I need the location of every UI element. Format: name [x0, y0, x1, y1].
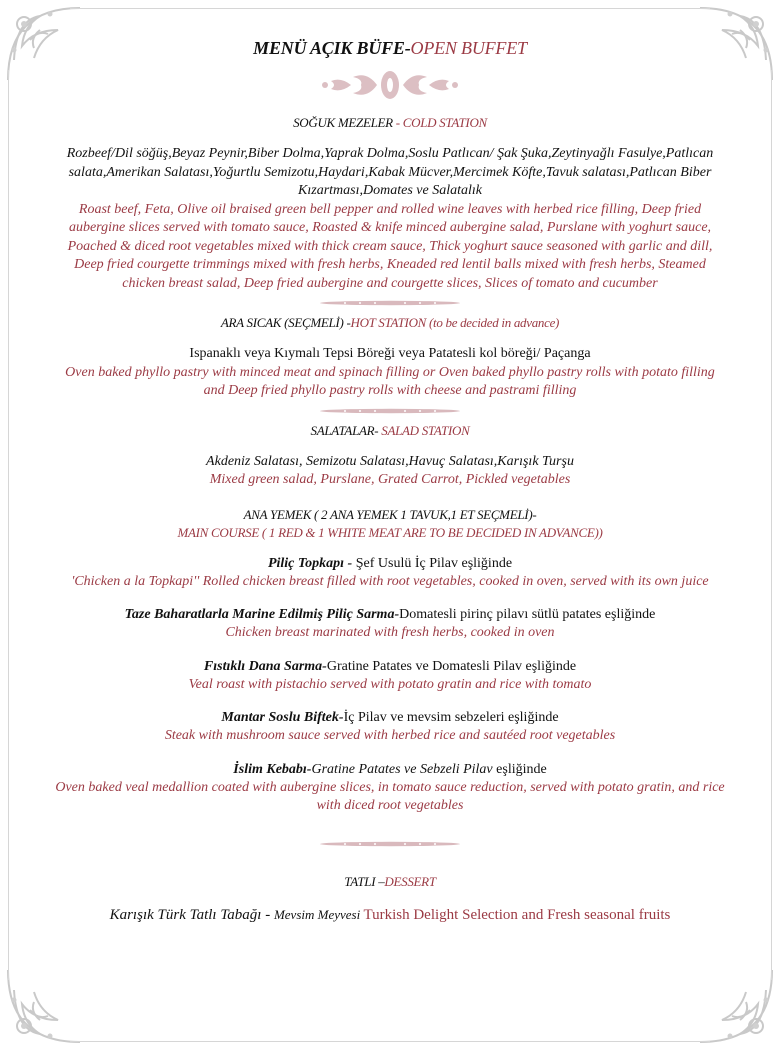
divider-ornament	[315, 299, 465, 307]
dish-desc-en: Oven baked veal medallion coated with aubergine slices, in tomato sauce reduction, served with potato gratin, and rice with diced root vegetables	[55, 779, 725, 813]
dish-desc-tr: Gratine Patates ve Domatesli Pilav eşliğinde	[326, 658, 577, 674]
dish-name: Fıstıklı Dana Sarma-	[203, 658, 327, 674]
dish-item	[55, 605, 725, 643]
dessert-line	[25, 906, 755, 925]
dessert-items-en: Turkish Delight Selection and Fresh seasonal fruits	[363, 906, 671, 923]
menu-content	[55, 38, 725, 924]
dessert-head-tr: TATLI –	[344, 873, 385, 889]
cold-station-heading	[55, 115, 725, 131]
dish-desc-tr: Domatesli pirinç pilavı sütlü patates eşliğinde	[399, 607, 656, 622]
salad-head-tr: SALATALAR-	[310, 422, 382, 438]
frame-line	[771, 70, 772, 980]
cold-items-tr: Rozbeef/Dil söğüş,Beyaz Peynir,Biber Dolma,Yaprak Dolma,Soslu Patlıcan/ Şak Şuka,Zeytinyağlı Fasulye,Patlıcan salata,Amerikan Salatası,Yoğurtlu Semizotu,Haydari,Kabak Mücver,Mercimek Köfte,Tavuk salatası,Patlıcan Biber Kızartması,Domates ve Salatalık	[66, 146, 714, 198]
dish-name: Mantar Soslu Biftek-	[221, 710, 344, 725]
dish-item	[55, 554, 725, 592]
hot-head-en: HOT STATION (to be decided in advance)	[350, 315, 560, 330]
hot-station-heading	[55, 315, 725, 331]
cold-head-en: - COLD STATION	[395, 115, 487, 130]
hot-head-tr: ARA SICAK (SEÇMELİ) -	[220, 315, 351, 330]
dish-item	[55, 657, 725, 695]
salad-head-en: SALAD STATION	[381, 422, 470, 438]
dish-desc-en: 'Chicken a la Topkapi'' Rolled chicken breast filled with root vegetables, cooked in oven, served with its own juice	[71, 573, 709, 589]
hot-items-en: Oven baked phyllo pastry with minced meat and spinach filling or Oven baked phyllo pastry rolls with potato filling and Deep fried phyllo pastry rolls with cheese and pastrami filling	[65, 364, 715, 398]
dish-desc-tr-tail: eşliğinde	[492, 761, 547, 777]
dish-name: Taze Baharatlarla Marine Edilmiş Piliç Sarma-	[124, 607, 400, 622]
dish-desc-tr: İç Pilav ve mevsim sebzeleri eşliğinde	[343, 710, 559, 725]
dish-desc-tr: Gratine Patates ve Sebzeli Pilav	[311, 761, 493, 777]
dish-name: İslim Kebabı-	[233, 761, 312, 777]
divider-ornament	[315, 840, 465, 848]
dessert-heading	[55, 874, 725, 890]
dish-desc-en: Veal roast with pistachio served with potato gratin and rice with tomato	[188, 676, 592, 692]
dessert-head-en: DESSERT	[384, 873, 436, 889]
cold-head-tr: SOĞUK MEZELER	[293, 115, 396, 130]
dish-desc-en: Chicken breast marinated with fresh herbs, cooked in oven	[225, 625, 555, 640]
dish-desc-tr: Şef Usulü İç Pilav eşliğinde	[355, 555, 513, 571]
main-head-en: MAIN COURSE ( 1 RED & 1 WHITE MEAT ARE TO BE DECIDED IN ADVANCE))	[177, 524, 603, 540]
main-head-tr: ANA YEMEK ( 2 ANA YEMEK 1 TAVUK,1 ET SEÇMELİ)-	[243, 506, 537, 522]
title-tr: MENÜ AÇIK BÜFE-	[253, 38, 411, 58]
dish-item	[55, 760, 725, 816]
menu-title	[55, 38, 725, 59]
corner-ornament	[0, 960, 90, 1050]
dish-name: Piliç Topkapı -	[267, 555, 356, 571]
dessert-items-tr: Karışık Türk Tatlı Tabağı -	[109, 906, 274, 923]
hot-items-tr: Ispanaklı veya Kıymalı Tepsi Böreği veya Patatesli kol böreği/ Paçanga	[189, 346, 591, 361]
salad-items-tr: Akdeniz Salatası, Semizotu Salatası,Havuç Salatası,Karışık Turşu	[206, 453, 574, 469]
dessert-items-tr2: Mevsim Meyvesi	[273, 906, 364, 922]
frame-line	[70, 1041, 710, 1042]
corner-ornament	[690, 960, 780, 1050]
salad-items-en: Mixed green salad, Purslane, Grated Carrot, Pickled vegetables	[209, 472, 571, 487]
frame-line	[70, 8, 710, 9]
divider-ornament	[315, 407, 465, 415]
damask-ornament	[315, 67, 465, 103]
cold-items-en: Roast beef, Feta, Olive oil braised green bell pepper and rolled wine leaves with herbed rice filling, Deep fried aubergine slices served with tomato sauce, Roasted & knife minced aubergine salad, Purslane with yoghurt sauce, Poached & diced root vegetables mixed with thick cream sauce, Thick yoghurt sauce seasoned with garlic and dill, Deep fried courgette trimmings mixed with fresh herbs, Kneaded red lentil balls mixed with fresh herbs, Steamed chicken breast salad, Deep fried aubergine and courgette slices, Slices of tomato and cucumber	[67, 201, 713, 291]
dish-desc-en: Steak with mushroom sauce served with herbed rice and sautéed root vegetables	[164, 728, 616, 743]
main-course-heading	[55, 506, 725, 542]
frame-line	[8, 70, 9, 980]
dish-item	[55, 708, 725, 746]
salad-station-heading	[55, 423, 725, 439]
title-en: OPEN BUFFET	[410, 38, 527, 58]
